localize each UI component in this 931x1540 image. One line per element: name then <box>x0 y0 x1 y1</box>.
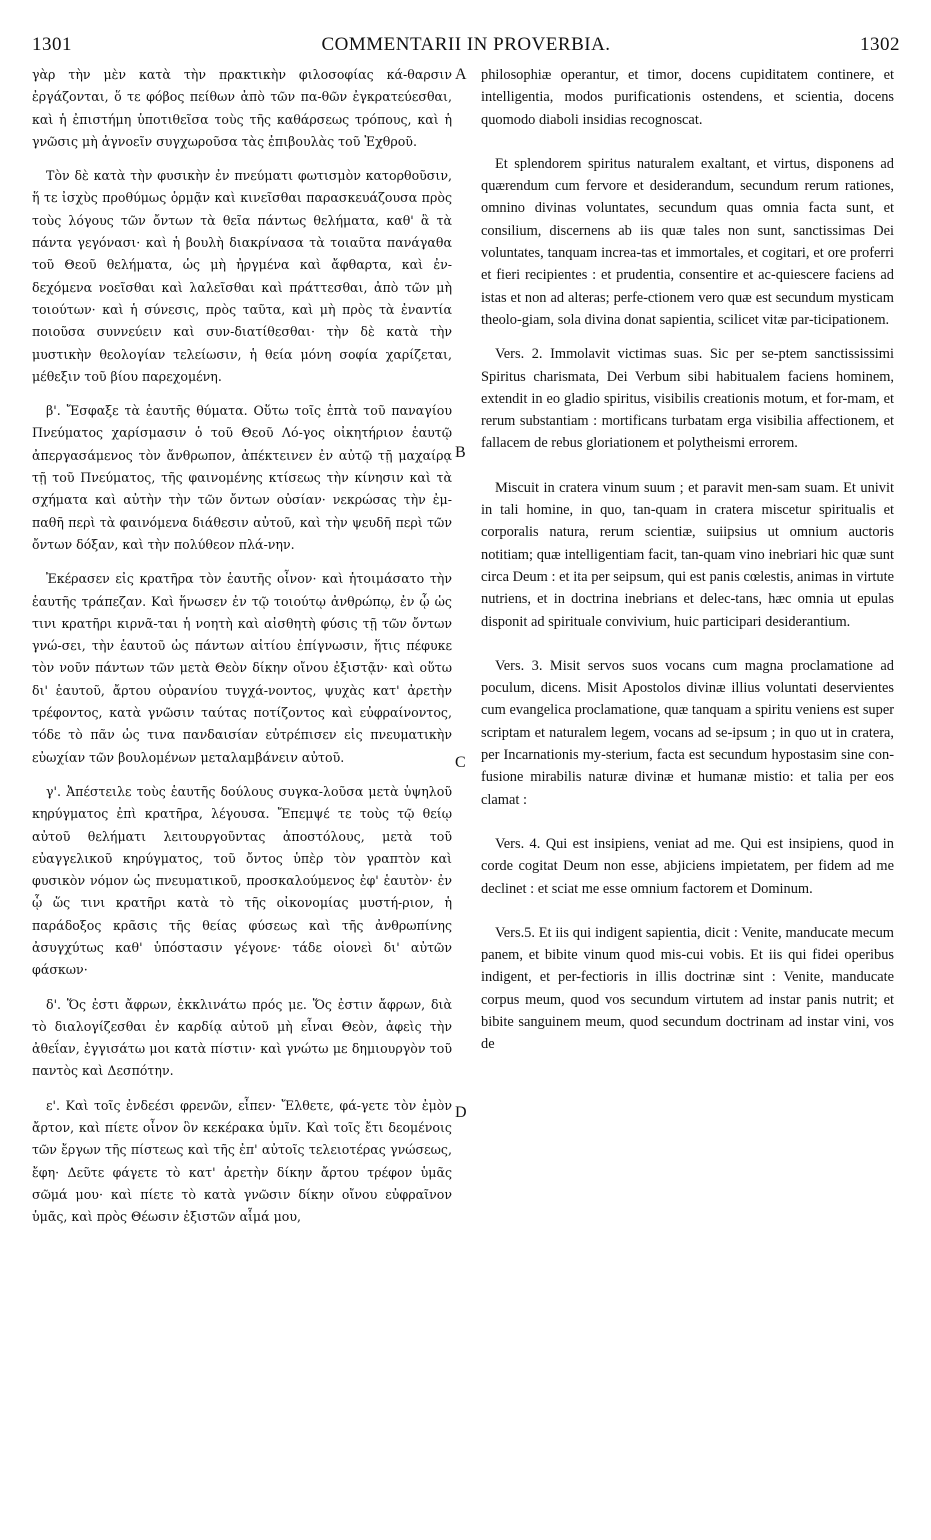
latin-paragraph: Vers. 2. Immolavit victimas suas. Sic per se-ptem sanctississimi Spiritus charismata, Dei Verbum sibi habitualem faciens hominem, extendit in eo gladio spiritus, visibilis creationis motum, et for-mam, et rerum substantiam : mortificans turbatam erga visibilia affectionem, et fallacem de rebus gloriationem et polytheismi errorem. <box>481 346 894 452</box>
right-page-number: 1302 <box>860 34 900 55</box>
latin-paragraph: Vers. 3. Misit servos suos vocans cum magna proclamatione ad poculum, dicens. Misit Apostolos divinæ illius voluntati deservientes cum evangelica proclamatione, quæ tanquam a spiritu veniens est super scriptam et naturalem legem, vocans ad se-ipsum ; in quo ut in cratera, per Incarnationis my-sterium, facta est secundum hypostasim sine con-fusione mirabilis naturæ divinæ et humanæ mistio: et talia per eos clamat : <box>481 657 894 808</box>
greek-paragraph: γ'. Ἀπέστειλε τοὺς ἑαυτῆς δούλους συγκα-λοῦσα μετὰ ὑψηλοῦ κηρύγματος ἐπὶ κρατῆρα, λέγουσα. Ἔπεμψέ τε τοὺς τῷ θείῳ αὐτοῦ θελήματι λειτουργοῦντας ἀποστόλους, μετὰ τοῦ εὐαγγελικοῦ κηρύγματος, τοῦ ὄντος ὑπὲρ τὸν γραπτὸν καὶ φυσικὸν νόμον ὡς πνευματικοῦ, προσκαλούμενος ἐφ' ἑαυτὸν· ἐν ᾧ ὥς τινι κρατῆρι κατὰ τὸ τῆς οἰκονομίας μυστή-ριον, ἡ παράδοξος κρᾶσις τῆς θείας φύσεως καὶ τῆς ἀνθρωπίνης ἀσυγχύτως καθ' ὑπόστασιν γέγονε· τάδε οἱονεὶ δι' αὐτῶν φάσκων· <box>32 783 452 978</box>
latin-column <box>481 64 894 1068</box>
latin-paragraph: Vers. 4. Qui est insipiens, veniat ad me. Qui est insipiens, quod in corde cogitat Deum non esse, abjiciens impietatem, per fidem ad me declinet : et sciat me esse omnium factorem et Dominum. <box>481 835 894 897</box>
latin-paragraph: Miscuit in cratera vinum suum ; et paravit men-sam suam. Et univit in tali homine, in quo, tan-quam in cratera miscetur spiritualis et corporalis natura, rerum scientiæ, suiipsius ut omnium auctoris notitiam; quæ intelligentiam facit, tan-quam vino inebriari hic quæ sunt circa Deum : et ita per seipsum, qui est panis cœlestis, animas in virtute nutriens, et in doctrina inebrians et delec-tans, hæc omnia ut epulas disponit ad spirituale convivium, huic participari desiderantium. <box>481 479 894 630</box>
latin-paragraph: Et splendorem spiritus naturalem exaltant, et virtus, disponens ad quærendum cum fervore et desiderandum, secundum rerum rationes, omnino divinas voluntates, secundum quas omnia facta sunt, et consilium, discernens ab iis quæ tales non sunt, sanctissimas Dei voluntates, tanquam increa-tas et immortales, et cogitari, et ore proferri et fieri recipientes : et prudentia, consentire et ac-quiescere faciens ad istas et non ad alteras; perfe-ctionem vero quæ est secundum mysticam theolo-giam, sola divina donat sapientia, scilicet vitæ par-ticipationem. <box>481 155 894 328</box>
running-title: COMMENTARII IN PROVERBIA. <box>321 34 611 55</box>
greek-paragraph: β'. Ἔσφαξε τὰ ἑαυτῆς θύματα. Οὕτω τοῖς ἑπτὰ τοῦ παναγίου Πνεύματος χαρίσμασιν ὁ τοῦ Θεοῦ Λό-γος οἰκητήριον ἑαυτῷ ἀπεργασάμενος τὸν ἄνθρωπον, ἀπέκτεινεν ἐν αὐτῷ τῇ μαχαίρᾳ τῇ τοῦ Πνεύματος, τῆς φαινομένης κτίσεως τὴν κίνησιν καὶ τὰ σχήματα καὶ αὐτὴν τὴν τῶν ὄντων οὐσίαν· νεκρώσας τὴν ἐμ-παθῆ περὶ τὰ φαινόμενα διάθεσιν αὐτοῦ, καὶ τὴν ψευδῆ περὶ τῶν ὄντων δόξαν, καὶ τὴν πολύθεον πλά-νην. <box>32 403 452 552</box>
greek-paragraph: δ'. Ὅς ἐστι ἄφρων, ἐκκλινάτω πρός με. Ὅς ἐστιν ἄφρων, διὰ τὸ διαλογίζεσθαι ἐν καρδίᾳ αὐτοῦ μὴ εἶναι Θεὸν, ἀφεὶς τὴν ἀθεΐαν, ἐγγισάτω μοι κατὰ πίστιν· καὶ γνώτω με δημιουργὸν τοῦ παντὸς καὶ Δεσπότην. <box>32 996 452 1079</box>
running-header <box>32 34 900 58</box>
marker-c: C <box>455 754 466 771</box>
greek-paragraph: ε'. Καὶ τοῖς ἐνδεέσι φρενῶν, εἶπεν· Ἔλθετε, φά-γετε τὸν ἐμὸν ἄρτον, καὶ πίετε οἶνον ὃν κεκέρακα ὑμῖν. Καὶ τοῖς ἔτι δεομένοις τῶν ἔργων τῆς πίστεως καὶ τῆς ἐπ' αὐτοῖς τελειοτέρας γνώσεως, ἔφη· Δεῦτε φάγετε τὸ κατ' ἀρετὴν δίκην ἄρτου τρέφον ὑμᾶς σῶμά μου· καὶ πίετε τὸ κατὰ γνῶσιν δίκην οἴνου εὐφραῖνον ὑμᾶς, καὶ πρὸς Θέωσιν ἐξιστῶν αἷμά μου, <box>32 1097 452 1225</box>
left-page-number: 1301 <box>32 34 72 55</box>
marker-d: D <box>455 1104 467 1121</box>
latin-paragraph: Vers.5. Et iis qui indigent sapientia, dicit : Venite, manducate mecum panem, et bibite vinum quod mis-cui vobis. Et iis qui fidei operibus indigent, et per-fectioris in illis doctrinæ sint : Venite, manducate corpus meum, quod vos secundum virtutem ad instar panis nutrit; et bibite sanguinem meum, quod secundum doctrinam ad instar vini, vos de <box>481 924 894 1053</box>
greek-column <box>32 64 452 1241</box>
greek-paragraph: γὰρ τὴν μὲν κατὰ τὴν πρακτικὴν φιλοσοφίας κά-θαρσιν ἐργάζονται, ὅ τε φόβος πείθων ἀπὸ τῶν πα-θῶν ἐγκρατεύεσθαι, καὶ ἡ ἐπιστήμη ὑποτιθεῖσα τοὺς τῆς καθάρσεως τρόπους, καὶ ἡ γνῶσις μὴ ἀγνοεῖν συγχωροῦσα τὰς ἐπιβουλὰς τοῦ Ἐχθροῦ. <box>32 67 452 149</box>
greek-paragraph: Ἐκέρασεν εἰς κρατῆρα τὸν ἑαυτῆς οἶνον· καὶ ἡτοιμάσατο τὴν ἑαυτῆς τράπεζαν. Καὶ ἥνωσεν ἐν τῷ τοιούτῳ ἀνθρώπῳ, ἐν ᾧ ὡς τινι κρατῆρι κιρνᾶ-ται ἡ νοητὴ καὶ αἰσθητὴ φύσις τῇ τῶν ὄντων γνώ-σει, τὴν ἑαυτοῦ ὡς πάντων αἰτίου ἐπίγνωσιν, ἥτις πέφυκε τὸν νοῦν πάντων τῶν μετὰ Θεὸν δίκην οἴνου ἐξιστᾷν· καὶ οὕτω δι' ἑαυτοῦ, ἄρτου οὐρανίου τυγχά-νοντος, ψυχὰς κατ' ἀρετὴν τρέφοντος, κατὰ γνῶσιν ταύτας ποτίζοντος καὶ εὐφραίνοντος, τόδε τὸ πᾶν ὡς τινα πανδαισίαν εὐτρέπισεν εἰς πνευματικὴν εὐωχίαν τῶν βουλομένων μεταλαμβάνειν αὐτοῦ. <box>32 571 452 765</box>
marker-a: A <box>455 66 467 83</box>
section-markers <box>455 64 475 1164</box>
latin-paragraph: philosophiæ operantur, et timor, docens cupiditatem continere, et intelligentia, modos purificationis ostendens, et scientia, docens quomodo diaboli insidias recognoscat. <box>481 67 894 128</box>
marker-b: B <box>455 444 466 461</box>
greek-paragraph: Τὸν δὲ κατὰ τὴν φυσικὴν ἐν πνεύματι φωτισμὸν κατορθοῦσιν, ἥ τε ἰσχὺς προθύμως ὁρμᾷν καὶ κινεῖσθαι παρασκευάζουσα πρὸς τοὺς λόγους τῶν ὄντων τὰ θεῖα πάντως θελήματα, καθ' ἃ τὰ πάντα γεγόνασι· καὶ ἡ βουλὴ διακρίνασα τὰ τοιαῦτα πανάγαθα τοῦ Θεοῦ θελήματα, ὡς μὴ ἠργμένα καὶ ἄφθαρτα, καὶ ἐν-δεχόμενα νοεῖσθαι καὶ λαλεῖσθαι καὶ πράττεσθαι, ἀπὸ τῶν μὴ τοιούτων· καὶ ἡ σύνεσις, πρὸς ταῦτα, καὶ μὴ πρὸς τὰ ἐναντία ποιοῦσα συννεύειν καὶ συν-διατίθεσθαι· τὴν δὲ κατὰ τὴν μυστικὴν θεολογίαν τελείωσιν, ἡ θεία μόνη σοφία χαρίζεται, μέθεξιν τοῦ βίου παρεχομένη. <box>32 168 452 384</box>
